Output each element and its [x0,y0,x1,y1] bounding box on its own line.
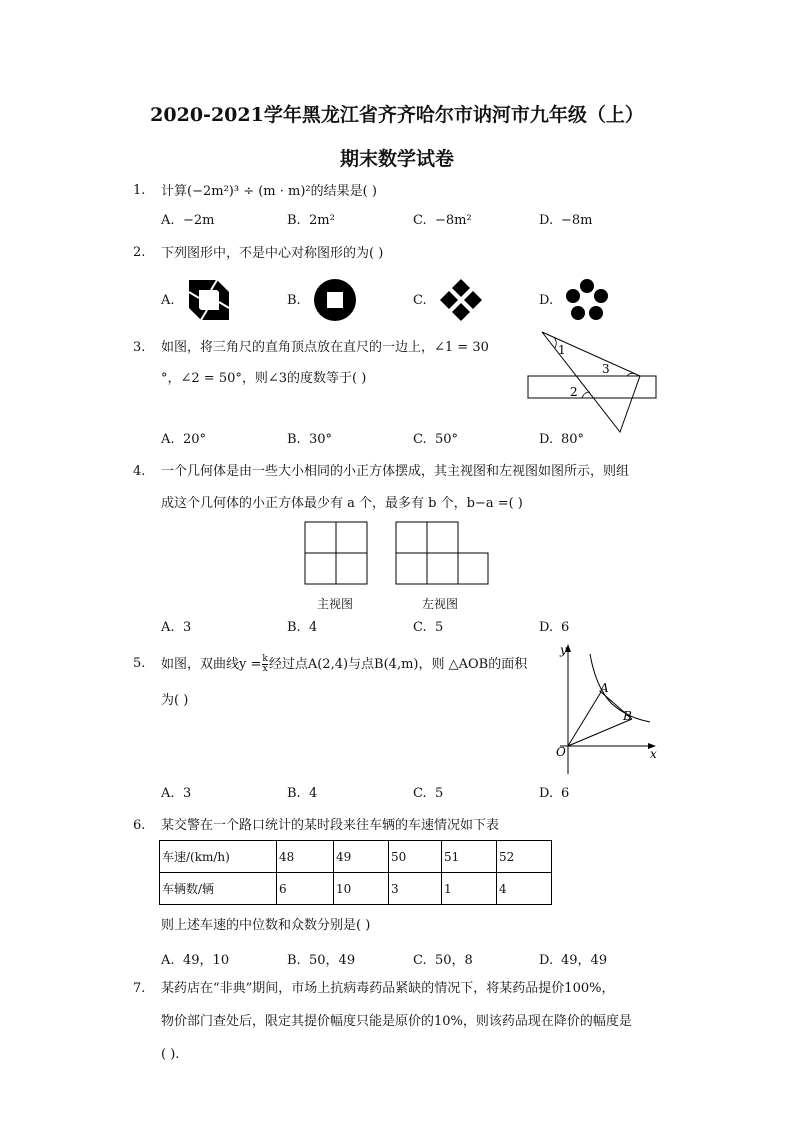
option-a[interactable]: A. 49，10 [161,953,230,968]
question-stem-line-1: 一个几何体是由一些大小相同的小正方体摆成，其主视图和左视图如图所示，则组 [161,464,630,479]
option-b[interactable]: B. 2m² [287,213,335,228]
table-cell: 52 [497,841,552,873]
option-b[interactable]: B. 4 [287,620,318,635]
four-diamonds-icon [439,278,483,322]
table-cell: 车辆数/辆 [160,873,277,905]
table-cell: 10 [334,873,389,905]
question-number: 1. [133,183,146,198]
option-b[interactable]: B. [287,278,357,322]
question-number: 5. [133,656,146,671]
table-cell: 51 [442,841,497,873]
option-c[interactable]: C. 5 [413,620,444,635]
option-a[interactable]: A. 20° [161,432,207,447]
option-a[interactable]: A. 3 [161,786,192,801]
option-d[interactable]: D. 6 [539,786,570,801]
option-c[interactable]: C. 5 [413,786,444,801]
table-cell: 3 [389,873,442,905]
table-cell: 车速/(km/h) [160,841,277,873]
question-number: 7. [133,981,146,996]
page-subtitle: 期末数学试卷 [339,148,454,170]
ruler-triangle-figure [524,328,664,436]
table-row [160,873,552,905]
option-a[interactable]: A. −2m [161,213,215,228]
square-pinwheel-icon [187,278,231,322]
figure-label-2: 2 [570,385,578,399]
table-cell: 4 [497,873,552,905]
table-cell: 49 [334,841,389,873]
table-row [160,841,552,873]
option-b[interactable]: B. 30° [287,432,333,447]
question-stem-line-2: 物价部门查处后，限定其提价幅度只能是原价的10%，则该药品现在降价的幅度是 [161,1014,632,1029]
option-b[interactable]: B. 50，49 [287,953,356,968]
question-stem: 计算(−2m²)³ ÷ (m · m)²的结果是( ) [161,184,377,199]
point-a-label: A [600,681,609,695]
figure-label-1: 1 [558,343,566,357]
option-d[interactable]: D. 80° [539,432,585,447]
question-stem: 下列图形中，不是中心对称图形的为( ) [161,246,384,261]
left-view-figure [395,521,489,585]
option-d[interactable]: D. 49，49 [539,953,608,968]
question-stem: 某交警在一个路口统计的某时段来往车辆的车速情况如下表 [161,818,500,833]
question-stem-line-1: 如图，将三角尺的直角顶点放在直尺的一边上，∠1 = 30 [161,340,489,355]
question-stem-line-2: °，∠2 = 50°，则∠3的度数等于( ) [161,371,367,386]
question-stem-line-1: 如图，双曲线y = $\frac{k}{x}$ 经过点A(2,4)与点B(4,m)，则 △AOB的面积 [161,654,528,674]
hyperbola-figure [552,640,662,778]
question-stem-line-2: 成这个几何体的小正方体最少有 a 个，最多有 b 个，b−a =( ) [161,496,523,511]
option-a[interactable]: A. 3 [161,620,192,635]
question-stem-line-1: 某药店在“非典”期间，市场上抗病毒药品紧缺的情况下，将某药品提价100%， [161,981,615,996]
speed-table [159,840,552,905]
point-b-label: B [623,709,632,723]
table-cell: 48 [277,841,334,873]
front-view-figure [304,521,368,585]
option-a[interactable]: A. [161,278,231,322]
origin-label: O [556,745,566,759]
figure-label-3: 3 [602,362,610,376]
option-c[interactable]: C. [413,278,483,322]
option-d[interactable]: D. 6 [539,620,570,635]
x-axis-label: x [650,747,657,761]
option-c[interactable]: C. 50，8 [413,953,473,968]
table-cell: 50 [389,841,442,873]
question-number: 3. [133,340,146,355]
front-view-caption: 主视图 [317,597,354,611]
pentagon-flower-icon [565,278,609,322]
option-b[interactable]: B. 4 [287,786,318,801]
question-number: 6. [133,818,146,833]
coin-square-hole-icon [313,278,357,322]
option-d[interactable]: D. −8m [539,213,593,228]
y-axis-label: y [560,643,567,657]
left-view-caption: 左视图 [422,597,459,611]
question-stem-line-3: ( ). [161,1047,180,1062]
option-d[interactable]: D. [539,278,609,322]
page-title: 2020-2021学年黑龙江省齐齐哈尔市讷河市九年级（上） [150,104,644,126]
option-c[interactable]: C. 50° [413,432,459,447]
question-followup: 则上述车速的中位数和众数分别是( ) [161,918,371,933]
fraction-numerator: k [262,654,268,664]
fraction-denominator: x [262,664,268,674]
table-cell: 1 [442,873,497,905]
table-cell: 6 [277,873,334,905]
question-number: 2. [133,245,146,260]
option-c[interactable]: C. −8m² [413,213,472,228]
question-stem-line-2: 为( ) [161,693,189,708]
question-number: 4. [133,464,146,479]
